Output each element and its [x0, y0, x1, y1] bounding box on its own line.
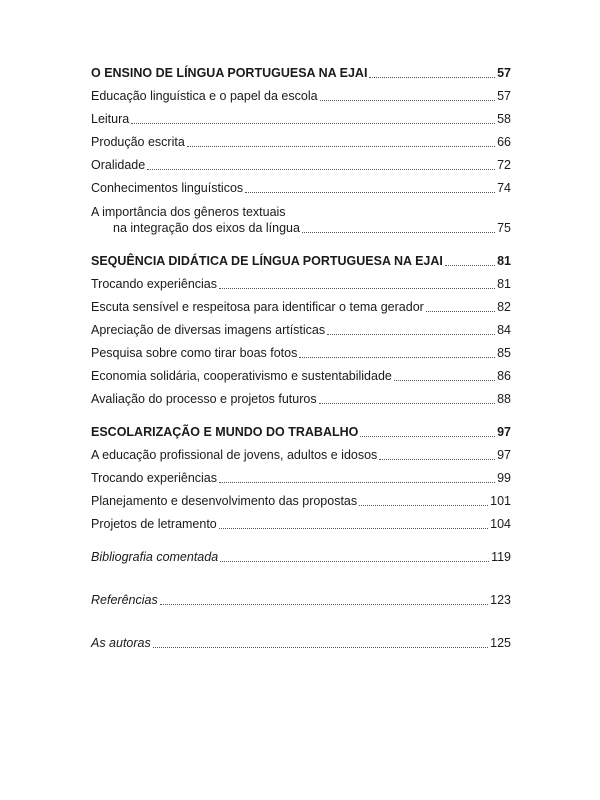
toc-entry-title: Pesquisa sobre como tirar boas fotos: [91, 346, 298, 360]
toc-entry[interactable]: [91, 300, 511, 315]
dot-leader: [220, 561, 489, 562]
toc-entry-page: 101: [490, 494, 511, 508]
dot-leader: [187, 146, 495, 147]
toc-section-2: [91, 254, 511, 407]
dot-leader: [302, 232, 495, 233]
dot-leader: [153, 647, 488, 648]
toc-entry-title: A educação profissional de jovens, adultos e idosos: [91, 448, 378, 462]
toc-section-1: [91, 66, 511, 236]
toc-entry-page: 86: [497, 369, 511, 383]
toc-entry[interactable]: [91, 323, 511, 338]
toc-entry-title-line1: A importância dos gêneros textuais: [91, 205, 286, 219]
dot-leader: [219, 528, 488, 529]
toc-entry-title: Produção escrita: [91, 135, 185, 149]
toc-entry[interactable]: [91, 158, 511, 173]
toc-entry-title: Escuta sensível e respeitosa para identificar o tema gerador: [91, 300, 424, 314]
toc-heading[interactable]: [91, 66, 511, 81]
toc-entry-page: 84: [497, 323, 511, 337]
toc-extra-title: As autoras: [91, 636, 151, 650]
toc-entry-title: Conhecimentos linguísticos: [91, 181, 244, 195]
dot-leader: [426, 311, 495, 312]
dot-leader: [147, 169, 495, 170]
toc-section-3: [91, 425, 511, 532]
toc-entry-multiline[interactable]: [91, 204, 511, 236]
toc-entry-page: 97: [497, 448, 511, 462]
toc-entry[interactable]: [91, 89, 511, 104]
toc-entry-page: 81: [497, 277, 511, 291]
toc-extra-title: Referências: [91, 593, 158, 607]
toc-heading[interactable]: [91, 425, 511, 440]
toc-entry-title: Oralidade: [91, 158, 146, 172]
dot-leader: [299, 357, 495, 358]
dot-leader: [160, 604, 488, 605]
toc-entry-title: Avaliação do processo e projetos futuros: [91, 392, 317, 406]
toc-entry[interactable]: [91, 392, 511, 407]
toc-entry-page: 88: [497, 392, 511, 406]
dot-leader: [445, 265, 495, 266]
toc-entry-title: Leitura: [91, 112, 130, 126]
toc-extra-entry[interactable]: [91, 636, 511, 651]
toc-entry[interactable]: [91, 112, 511, 127]
toc-entry[interactable]: [91, 135, 511, 150]
toc-extra-title: Bibliografia comentada: [91, 550, 219, 564]
toc-heading-title: ESCOLARIZAÇÃO E MUNDO DO TRABALHO: [91, 425, 359, 439]
toc-entry-title: Apreciação de diversas imagens artísticas: [91, 323, 326, 337]
toc-entry-page: 66: [497, 135, 511, 149]
dot-leader: [219, 288, 495, 289]
dot-leader: [359, 505, 488, 506]
toc-heading-page: 57: [497, 66, 511, 80]
toc-heading[interactable]: [91, 254, 511, 269]
toc-extra-entry[interactable]: [91, 593, 511, 608]
toc-entry-page: 58: [497, 112, 511, 126]
toc-entry-title: Economia solidária, cooperativismo e sustentabilidade: [91, 369, 392, 383]
toc-heading-title: O ENSINO DE LÍNGUA PORTUGUESA NA EJAI: [91, 66, 368, 80]
toc-extra-page: 125: [490, 636, 511, 650]
dot-leader: [245, 192, 495, 193]
toc-entry-page: 72: [497, 158, 511, 172]
dot-leader: [320, 100, 495, 101]
dot-leader: [369, 77, 495, 78]
toc-entry-title: Trocando experiências: [91, 471, 217, 485]
table-of-contents: [91, 66, 511, 659]
toc-entry-title: Projetos de letramento: [91, 517, 217, 531]
toc-entry[interactable]: [91, 181, 511, 196]
toc-extra-page: 123: [490, 593, 511, 607]
dot-leader: [327, 334, 495, 335]
toc-entry[interactable]: [91, 471, 511, 486]
toc-entry-title: Planejamento e desenvolvimento das propostas: [91, 494, 358, 508]
toc-entry[interactable]: [91, 277, 511, 292]
toc-entry-line2-row: [91, 220, 511, 236]
toc-entry-page: 99: [497, 471, 511, 485]
toc-entry-page: 57: [497, 89, 511, 103]
toc-entry[interactable]: [91, 517, 511, 532]
toc-heading-page: 97: [497, 425, 511, 439]
dot-leader: [394, 380, 495, 381]
toc-entry-page: 74: [497, 181, 511, 195]
toc-heading-page: 81: [497, 254, 511, 268]
toc-entry-title: Trocando experiências: [91, 277, 217, 291]
dot-leader: [219, 482, 495, 483]
toc-heading-title: SEQUÊNCIA DIDÁTICA DE LÍNGUA PORTUGUESA NA EJAI: [91, 254, 443, 268]
dot-leader: [319, 403, 495, 404]
toc-entry[interactable]: [91, 346, 511, 361]
dot-leader: [360, 436, 495, 437]
dot-leader: [379, 459, 495, 460]
toc-extra-page: 119: [491, 550, 511, 564]
toc-entry-page: 82: [497, 300, 511, 314]
toc-entry[interactable]: [91, 494, 511, 509]
toc-entry-page: 85: [497, 346, 511, 360]
toc-entry-page: 75: [497, 221, 511, 235]
toc-entry[interactable]: [91, 448, 511, 463]
toc-entry-title-line2: na integração dos eixos da língua: [113, 221, 300, 235]
dot-leader: [131, 123, 495, 124]
toc-entry-title: Educação linguística e o papel da escola: [91, 89, 318, 103]
toc-extra-entry[interactable]: [91, 550, 511, 565]
toc-entry-page: 104: [490, 517, 511, 531]
toc-entry[interactable]: [91, 369, 511, 384]
